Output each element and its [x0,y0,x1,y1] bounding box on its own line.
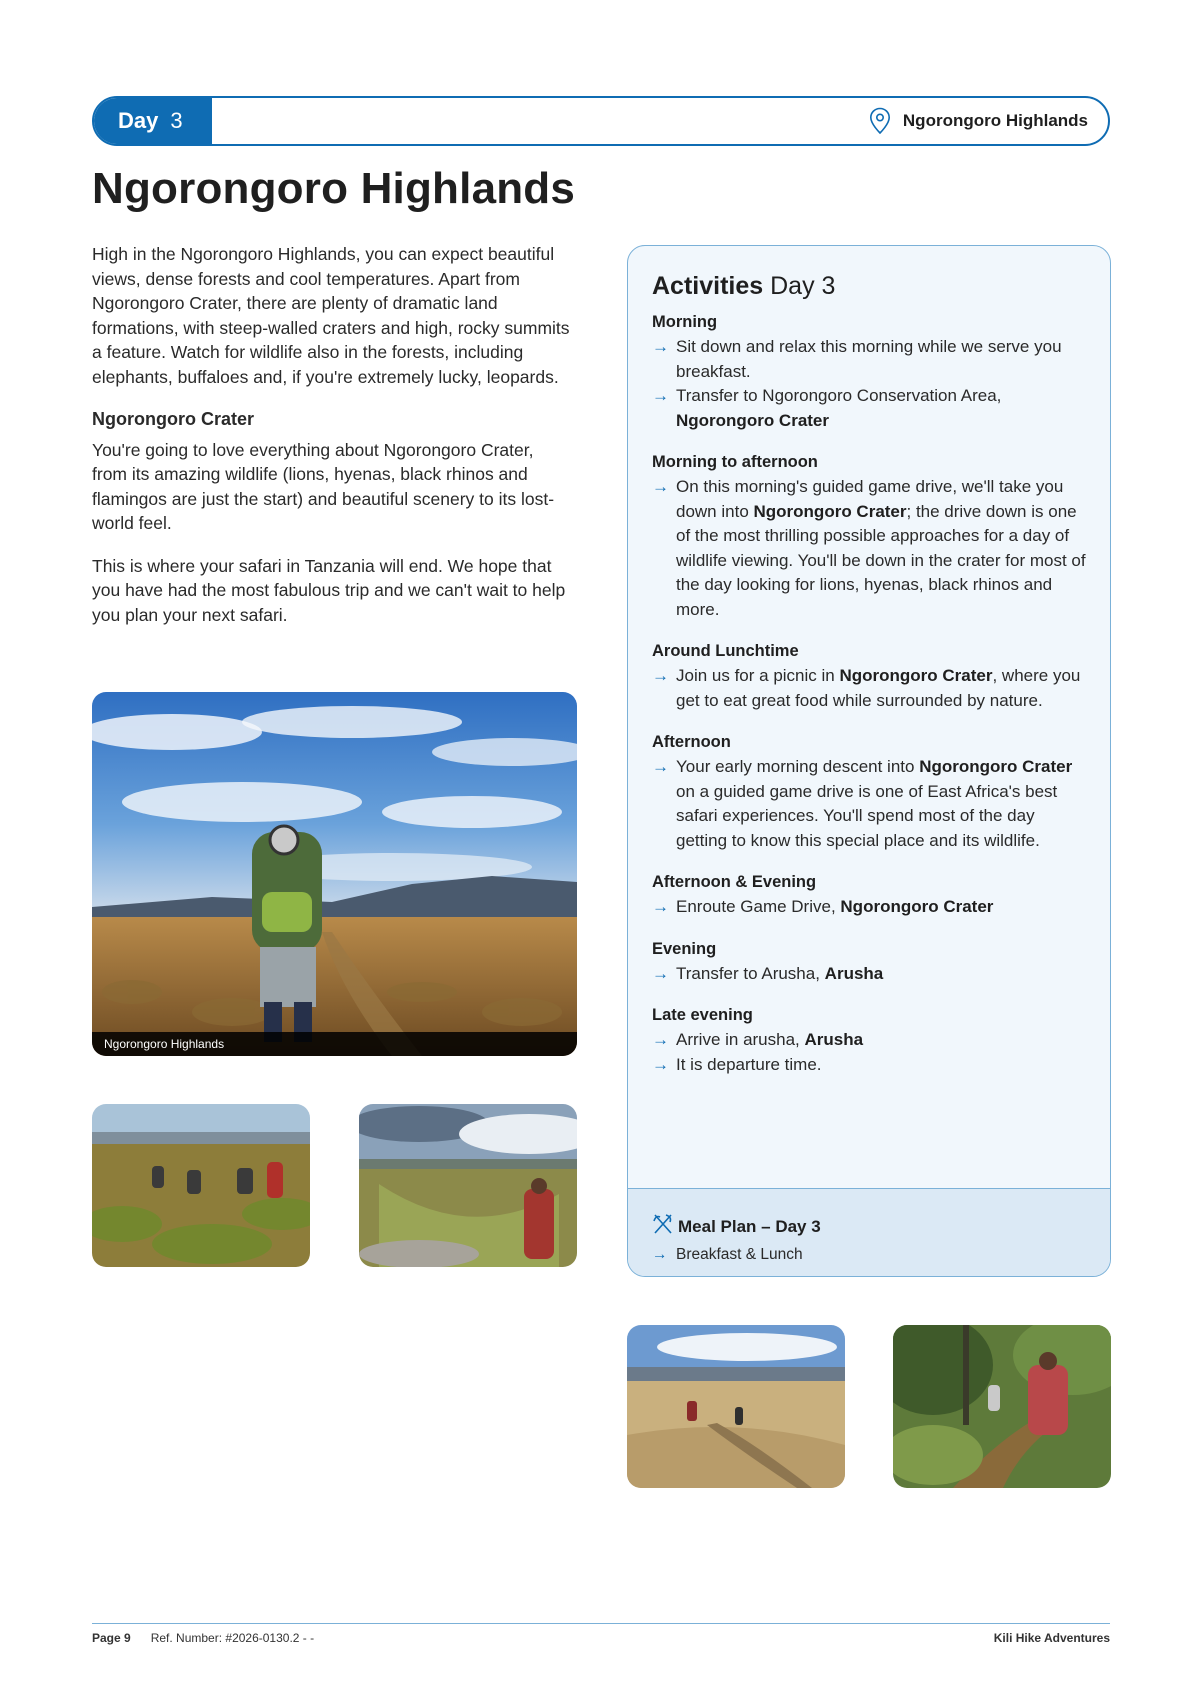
activity-text: Transfer to Ngorongoro Conservation Area, [676,386,1002,405]
arrow-right-icon: → [652,1246,668,1263]
activity-text: It is departure time. [676,1054,822,1074]
day-header-bar [92,96,1110,146]
day-number: 3 [170,108,183,133]
meal-plan-meals-row [652,1246,1086,1264]
activity-slot-name: Late evening [652,1006,753,1024]
day-location [869,107,1088,135]
photo-forest-trail [893,1325,1111,1488]
activity-text: Sit down and relax this morning while we serve you breakfast. [676,337,1062,381]
page-footer [92,1631,1110,1645]
page-title: Ngorongoro Highlands [92,164,576,213]
activity-place: Arusha [804,1030,864,1049]
activity-text: ; the drive down is one of the most thrilling possible approaches for a day of wildlife viewing. You'll be down in the crater for most of the day looking for lions, hyenas, black rhinos and more. [676,501,1086,619]
activities-title-day: Day 3 [770,272,836,300]
activity-slot-name: Morning [652,313,718,331]
crater-paragraph: You're going to love everything about Ngorongoro Crater, from its amazing wildlife (lions, hyenas, black rhinos and flamingos are just the start) and beautiful scenery to its lost-world feel. [92,439,555,533]
activities-panel [627,245,1111,1277]
activity-place: Ngorongoro Crater [919,757,1073,776]
activity-item [652,755,1088,853]
activity-item [652,475,1088,622]
main-photo-highlands [92,692,577,1056]
day-word: Day [118,108,159,133]
activity-slot-name: Around Lunchtime [652,642,799,660]
arrow-right-icon: → [652,1030,669,1049]
activity-place: Ngorongoro Crater [676,410,829,430]
activity-slot-name: Evening [652,939,717,958]
activity-item-text [676,1053,822,1078]
crater-heading: Ngorongoro Crater [92,409,254,429]
activity-item-text [676,475,1088,622]
activities-title [652,272,1088,301]
arrow-right-icon: → [652,963,669,983]
photo-valley-view [359,1104,577,1267]
arrow-right-icon: → [652,386,669,405]
activity-text: On this morning's guided game drive, we'll take you down into [676,477,1064,521]
activity-slot [652,313,1088,433]
activity-item-text [676,962,883,987]
day-badge [94,98,212,144]
activity-text: Enroute Game Drive, [676,897,841,916]
activity-slot-name: Afternoon & Evening [652,873,817,891]
closing-paragraph: This is where your safari in Tanzania will end. We hope that you have had the most fabulous trip and we can't wait to help you plan your next safari. [92,555,566,625]
activity-place: Ngorongoro Crater [753,501,907,521]
photo-porters [92,1104,310,1267]
arrow-right-icon: → [652,897,669,916]
map-pin-icon [869,107,891,135]
arrow-right-icon: → [652,666,669,685]
activity-item [652,384,1088,433]
photo-walkers-slope [627,1325,845,1488]
activity-item-text [676,384,1088,433]
activity-item [652,895,1088,920]
arrow-right-icon: → [652,477,669,496]
main-photo-caption: Ngorongoro Highlands [92,1032,577,1056]
arrow-right-icon: → [652,757,669,776]
activity-place: Arusha [824,963,884,983]
arrow-right-icon: → [652,337,669,356]
activity-slot-name: Morning to afternoon [652,453,818,471]
page-number: Page 9 [92,1631,131,1645]
activity-item-text [676,335,1088,384]
activity-text: on a guided game drive is one of East Africa's best safari experiences. You'll spend most of the day getting to know this special place and its wildlife. [676,781,1058,850]
company-name: Kili Hike Adventures [993,1631,1110,1645]
activity-item [652,962,1088,987]
activity-slot [652,1006,1088,1077]
location-label: Ngorongoro Highlands [902,111,1088,130]
activity-text: Transfer to Arusha, [676,963,825,983]
activity-text: Arrive in arusha, [676,1030,805,1049]
activity-slot-name: Afternoon [652,733,731,751]
activity-text: , where you get to eat great food while surrounded by nature. [676,666,1081,710]
intro-column [92,242,572,645]
activity-item-text [676,664,1088,713]
activity-slot [652,453,1088,622]
activity-item-text [676,1028,863,1053]
meal-plan-meals: Breakfast & Lunch [676,1246,803,1263]
meal-plan-title-row [652,1213,1086,1240]
activity-slots [652,313,1088,1077]
activity-item-text [676,755,1088,853]
meal-plan-title: Meal Plan – Day 3 [678,1216,821,1236]
activities-title-bold: Activities [652,272,764,300]
activity-item [652,1028,1088,1053]
activity-item-text [676,895,993,920]
activity-item [652,335,1088,384]
activity-text: Your early morning descent into [676,757,920,776]
utensils-icon [652,1213,674,1240]
activity-slot [652,733,1088,853]
footer-divider [92,1623,1110,1624]
intro-paragraph: High in the Ngorongoro Highlands, you can expect beautiful views, dense forests and cool temperatures. Apart from Ngorongoro Crater, there are plenty of dramatic land formations, with steep-walled craters and high, rocky summits a feature. Watch for wildlife also in the forests, including elephants, buffaloes and, if you're extremely lucky, leopards. [92,244,570,387]
activity-place: Ngorongoro Crater [840,897,994,916]
activity-text: Join us for a picnic in [676,666,840,685]
meal-plan [628,1188,1110,1276]
arrow-right-icon: → [652,1054,669,1074]
activity-slot [652,642,1088,713]
activity-item [652,1053,1088,1078]
activity-slot [652,940,1088,987]
activity-place: Ngorongoro Crater [839,666,993,685]
reference-number: Ref. Number: #2026-0130.2 - - [150,1631,315,1645]
activity-slot [652,873,1088,920]
activity-item [652,664,1088,713]
